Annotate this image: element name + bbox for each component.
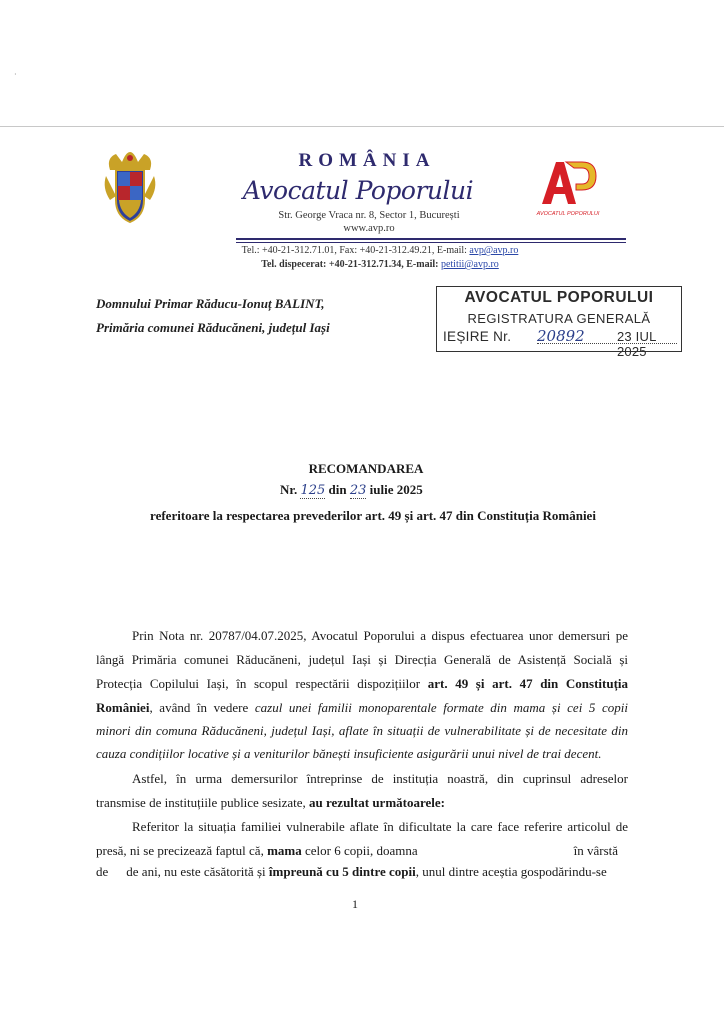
petitions-email-link[interactable]: petitii@avp.ro	[440, 259, 499, 270]
email-link[interactable]: avp@avp.ro	[469, 245, 519, 256]
addressee-institution: Primăria comunei Răducăneni, județul Iași	[96, 320, 330, 335]
paragraph-1-line-2: lângă Primăria comunei Răducăneni, județul Iași și Direcția Generală de Asistență Socială și	[96, 652, 628, 667]
paragraph-1-line-5: minori din comuna Răducăneni, județul Iași, aflate în situații de vulnerabilitate și de necesitate din	[96, 723, 628, 738]
paragraph-1-line-6: cauza condițiilor locative și a veniturilor bănești insuficiente asigurării unui nivel de trai decent.	[96, 746, 602, 761]
stamp-subtitle: REGISTRATURA GENERALĂ	[467, 311, 651, 326]
header-divider-thin	[236, 242, 626, 243]
addressee-name: Domnului Primar Răducu-Ionuț BALINT,	[96, 296, 325, 311]
scan-top-edge	[0, 126, 724, 127]
handwritten-number: 125	[300, 483, 326, 498]
stamp-title: AVOCATUL POPORULUI	[464, 289, 654, 306]
country-name: ROMÂNIA	[298, 150, 436, 171]
header-divider	[236, 238, 626, 240]
document-title: RECOMANDAREA	[308, 461, 424, 476]
contact-line-2: Tel. dispecerat: +40-21-312.71.34, E-mail: petitii@avp.ro	[261, 259, 499, 270]
contact-line-1: Tel.: +40-21-312.71.01, Fax: +40-21-312.49.21, E-mail: avp@avp.ro	[241, 245, 519, 256]
institution-website[interactable]: www.avp.ro	[343, 223, 395, 234]
paragraph-3-line-3: de de ani, nu este căsătorită și împreună cu 5 dintre copii, unul dintre aceștia gospodărindu-se	[96, 864, 607, 879]
paragraph-3-line-1: Referitor la situația familiei vulnerabile aflate în dificultate la care face referire articolul de	[132, 819, 628, 834]
paragraph-1-line-1: Prin Nota nr. 20787/04.07.2025, Avocatul Poporului a dispus efectuarea unor demersuri pe	[132, 628, 628, 643]
handwritten-day: 23	[349, 483, 367, 498]
avp-logo-caption: AVOCATUL POPORULUI	[536, 211, 600, 217]
paragraph-1-line-3: Protecția Copilului Iași, în scopul respectării dispozițiilor art. 49 și art. 47 din Constituția	[96, 676, 629, 691]
document-subject: referitoare la respectarea prevederilor art. 49 și art. 47 din Constituția României	[150, 508, 596, 523]
stamp-date: 23 IUL 2025	[617, 329, 657, 359]
registry-stamp	[436, 286, 682, 359]
paragraph-3-line-2: presă, ni se precizează faptul că, mama celor 6 copii, doamna în vârstă	[96, 843, 619, 858]
page-number: 1	[352, 897, 358, 911]
document-number-line: Nr. 125 din 23 iulie 2025	[280, 482, 423, 498]
stamp-handwritten-number: 20892	[537, 327, 585, 345]
stamp-exit-label: IEȘIRE Nr.	[443, 329, 512, 344]
institution-name: Avocatul Poporului	[242, 176, 474, 205]
scan-speck: ·	[14, 70, 17, 79]
paragraph-2-line-2: transmise de instituțiile publice sesizate, au rezultat următoarele:	[96, 795, 445, 810]
institution-address: Str. George Vraca nr. 8, Sector 1, București	[278, 210, 460, 221]
paragraph-1-line-4: României, având în vedere cazul unei familii monoparentale formate din mama și cei 5 copii	[96, 700, 628, 715]
paragraph-2-line-1: Astfel, în urma demersurilor întreprinse de instituția noastră, din cuprinsul adreselor	[132, 771, 628, 786]
